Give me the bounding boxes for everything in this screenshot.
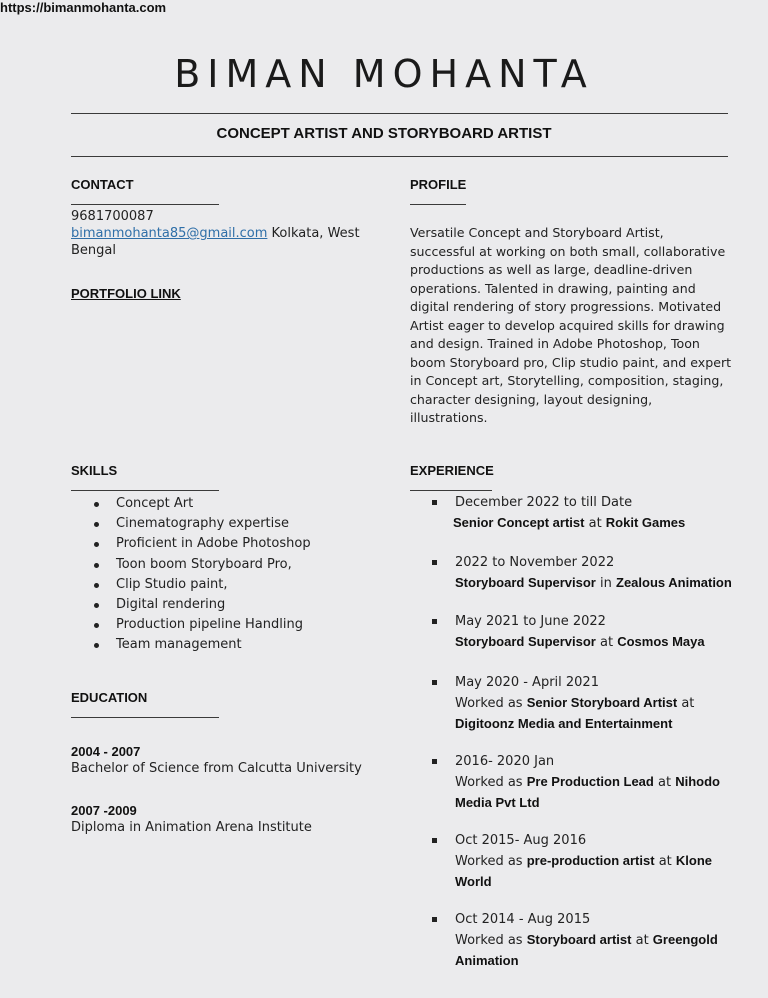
experience-entry: [432, 910, 732, 972]
experience-role: pre-production artist: [526, 853, 655, 868]
experience-role-line: [432, 851, 732, 893]
experience-prefix: Worked as: [455, 696, 527, 711]
skills-heading-underline: [71, 490, 219, 491]
experience-entry: [432, 752, 732, 814]
resume-name: BIMAN MOHANTA: [174, 52, 594, 96]
skill-item: Digital rendering: [90, 595, 311, 615]
experience-connector: at: [654, 854, 676, 869]
education-years: 2004 - 2007: [71, 744, 141, 759]
square-bullet-icon: [432, 680, 437, 685]
header-top-divider: [71, 113, 728, 114]
profile-summary: Versatile Concept and Storyboard Artist, successful at working on both small, collaborative productions as well as large, deadline-driven operations. Talented in drawing, painting and digital rendering of story progressions. Motivated Artist eager to develop acquired skills for drawing and design. Trained in Adobe Photoshop, Toon boom Storyboard pro, Clip studio paint, and expert in Concept art, Storytelling, composition, staging, character designing, layout designing, illustrations.: [410, 225, 732, 425]
education-description: Bachelor of Science from Calcutta University: [71, 761, 362, 776]
skill-item: Concept Art: [90, 494, 311, 514]
experience-entry: [432, 831, 732, 893]
experience-prefix: Worked as: [455, 854, 527, 869]
experience-role-line: [432, 632, 732, 653]
experience-role-line: [432, 930, 732, 972]
experience-role-line: [432, 693, 732, 735]
square-bullet-icon: [432, 500, 437, 505]
experience-prefix: Worked as: [455, 933, 527, 948]
experience-company: Cosmos Maya: [617, 634, 705, 649]
square-bullet-icon: [432, 838, 437, 843]
experience-period: Oct 2015- Aug 2016: [455, 833, 587, 848]
experience-company: Zealous Animation: [616, 575, 732, 590]
experience-company: Klone World: [455, 853, 713, 889]
square-bullet-icon: [432, 619, 437, 624]
profile-heading-underline: [410, 204, 466, 205]
skill-item: Cinematography expertise: [90, 514, 311, 534]
square-bullet-icon: [432, 759, 437, 764]
skill-item: Clip Studio paint,: [90, 575, 311, 595]
education-description: Diploma in Animation Arena Institute: [71, 820, 312, 835]
experience-role: Senior Storyboard Artist: [526, 695, 678, 710]
skills-heading: SKILLS: [71, 463, 118, 478]
experience-role: Senior Concept artist: [453, 515, 585, 530]
experience-entry: [432, 493, 732, 534]
experience-role-line: [432, 573, 732, 594]
experience-company: Digitoonz Media and Entertainment: [455, 716, 673, 731]
experience-period: Oct 2014 - Aug 2015: [455, 912, 591, 927]
education-years: 2007 -2009: [71, 803, 137, 818]
skill-item: Proficient in Adobe Photoshop: [90, 534, 311, 554]
location-text: Kolkata, West Bengal: [71, 226, 360, 258]
header-bottom-divider: [71, 156, 728, 157]
experience-connector: at: [595, 635, 618, 650]
experience-company: Nihodo Media Pvt Ltd: [455, 774, 720, 810]
experience-role-line: [432, 772, 732, 814]
experience-period: 2022 to November 2022: [455, 555, 615, 570]
portfolio-link[interactable]: https://bimanmohanta.com: [0, 0, 167, 15]
skills-list: [90, 494, 311, 656]
phone-number: 9681700087: [71, 209, 154, 224]
experience-connector: at: [653, 775, 676, 790]
experience-entry: [432, 673, 732, 735]
experience-entry: [432, 612, 732, 653]
experience-role-line: [432, 513, 732, 534]
skill-item: Team management: [90, 635, 311, 655]
contact-details: [71, 208, 371, 259]
profile-heading: PROFILE: [410, 177, 467, 192]
experience-company: Rokit Games: [605, 515, 686, 530]
contact-heading: CONTACT: [71, 177, 134, 192]
skill-item: Production pipeline Handling: [90, 615, 311, 635]
experience-entry: [432, 553, 732, 594]
square-bullet-icon: [432, 560, 437, 565]
experience-company: Greengold Animation: [455, 932, 718, 968]
experience-connector: at: [584, 516, 606, 531]
experience-period: May 2020 - April 2021: [455, 675, 599, 690]
experience-period: 2016- 2020 Jan: [455, 754, 555, 769]
experience-role: Pre Production Lead: [526, 774, 654, 789]
square-bullet-icon: [432, 917, 437, 922]
experience-connector: in: [595, 576, 616, 591]
contact-heading-underline: [71, 204, 219, 205]
experience-role: Storyboard Supervisor: [455, 575, 596, 590]
experience-period: December 2022 to till Date: [455, 495, 633, 510]
experience-role: Storyboard Supervisor: [455, 634, 596, 649]
portfolio-heading: PORTFOLIO LINK: [71, 286, 181, 301]
experience-period: May 2021 to June 2022: [455, 614, 606, 629]
education-heading-underline: [71, 717, 219, 718]
experience-connector: at: [677, 696, 695, 711]
education-heading: EDUCATION: [71, 690, 148, 705]
skill-item: Toon boom Storyboard Pro,: [90, 555, 311, 575]
experience-connector: at: [631, 933, 653, 948]
experience-heading-underline: [410, 490, 492, 491]
email-location-line: [71, 225, 371, 259]
experience-heading: EXPERIENCE: [410, 463, 494, 478]
experience-prefix: Worked as: [455, 775, 527, 790]
experience-role: Storyboard artist: [526, 932, 632, 947]
resume-subtitle: CONCEPT ARTIST AND STORYBOARD ARTIST: [216, 125, 552, 142]
email-link[interactable]: bimanmohanta85@gmail.com: [71, 226, 268, 241]
